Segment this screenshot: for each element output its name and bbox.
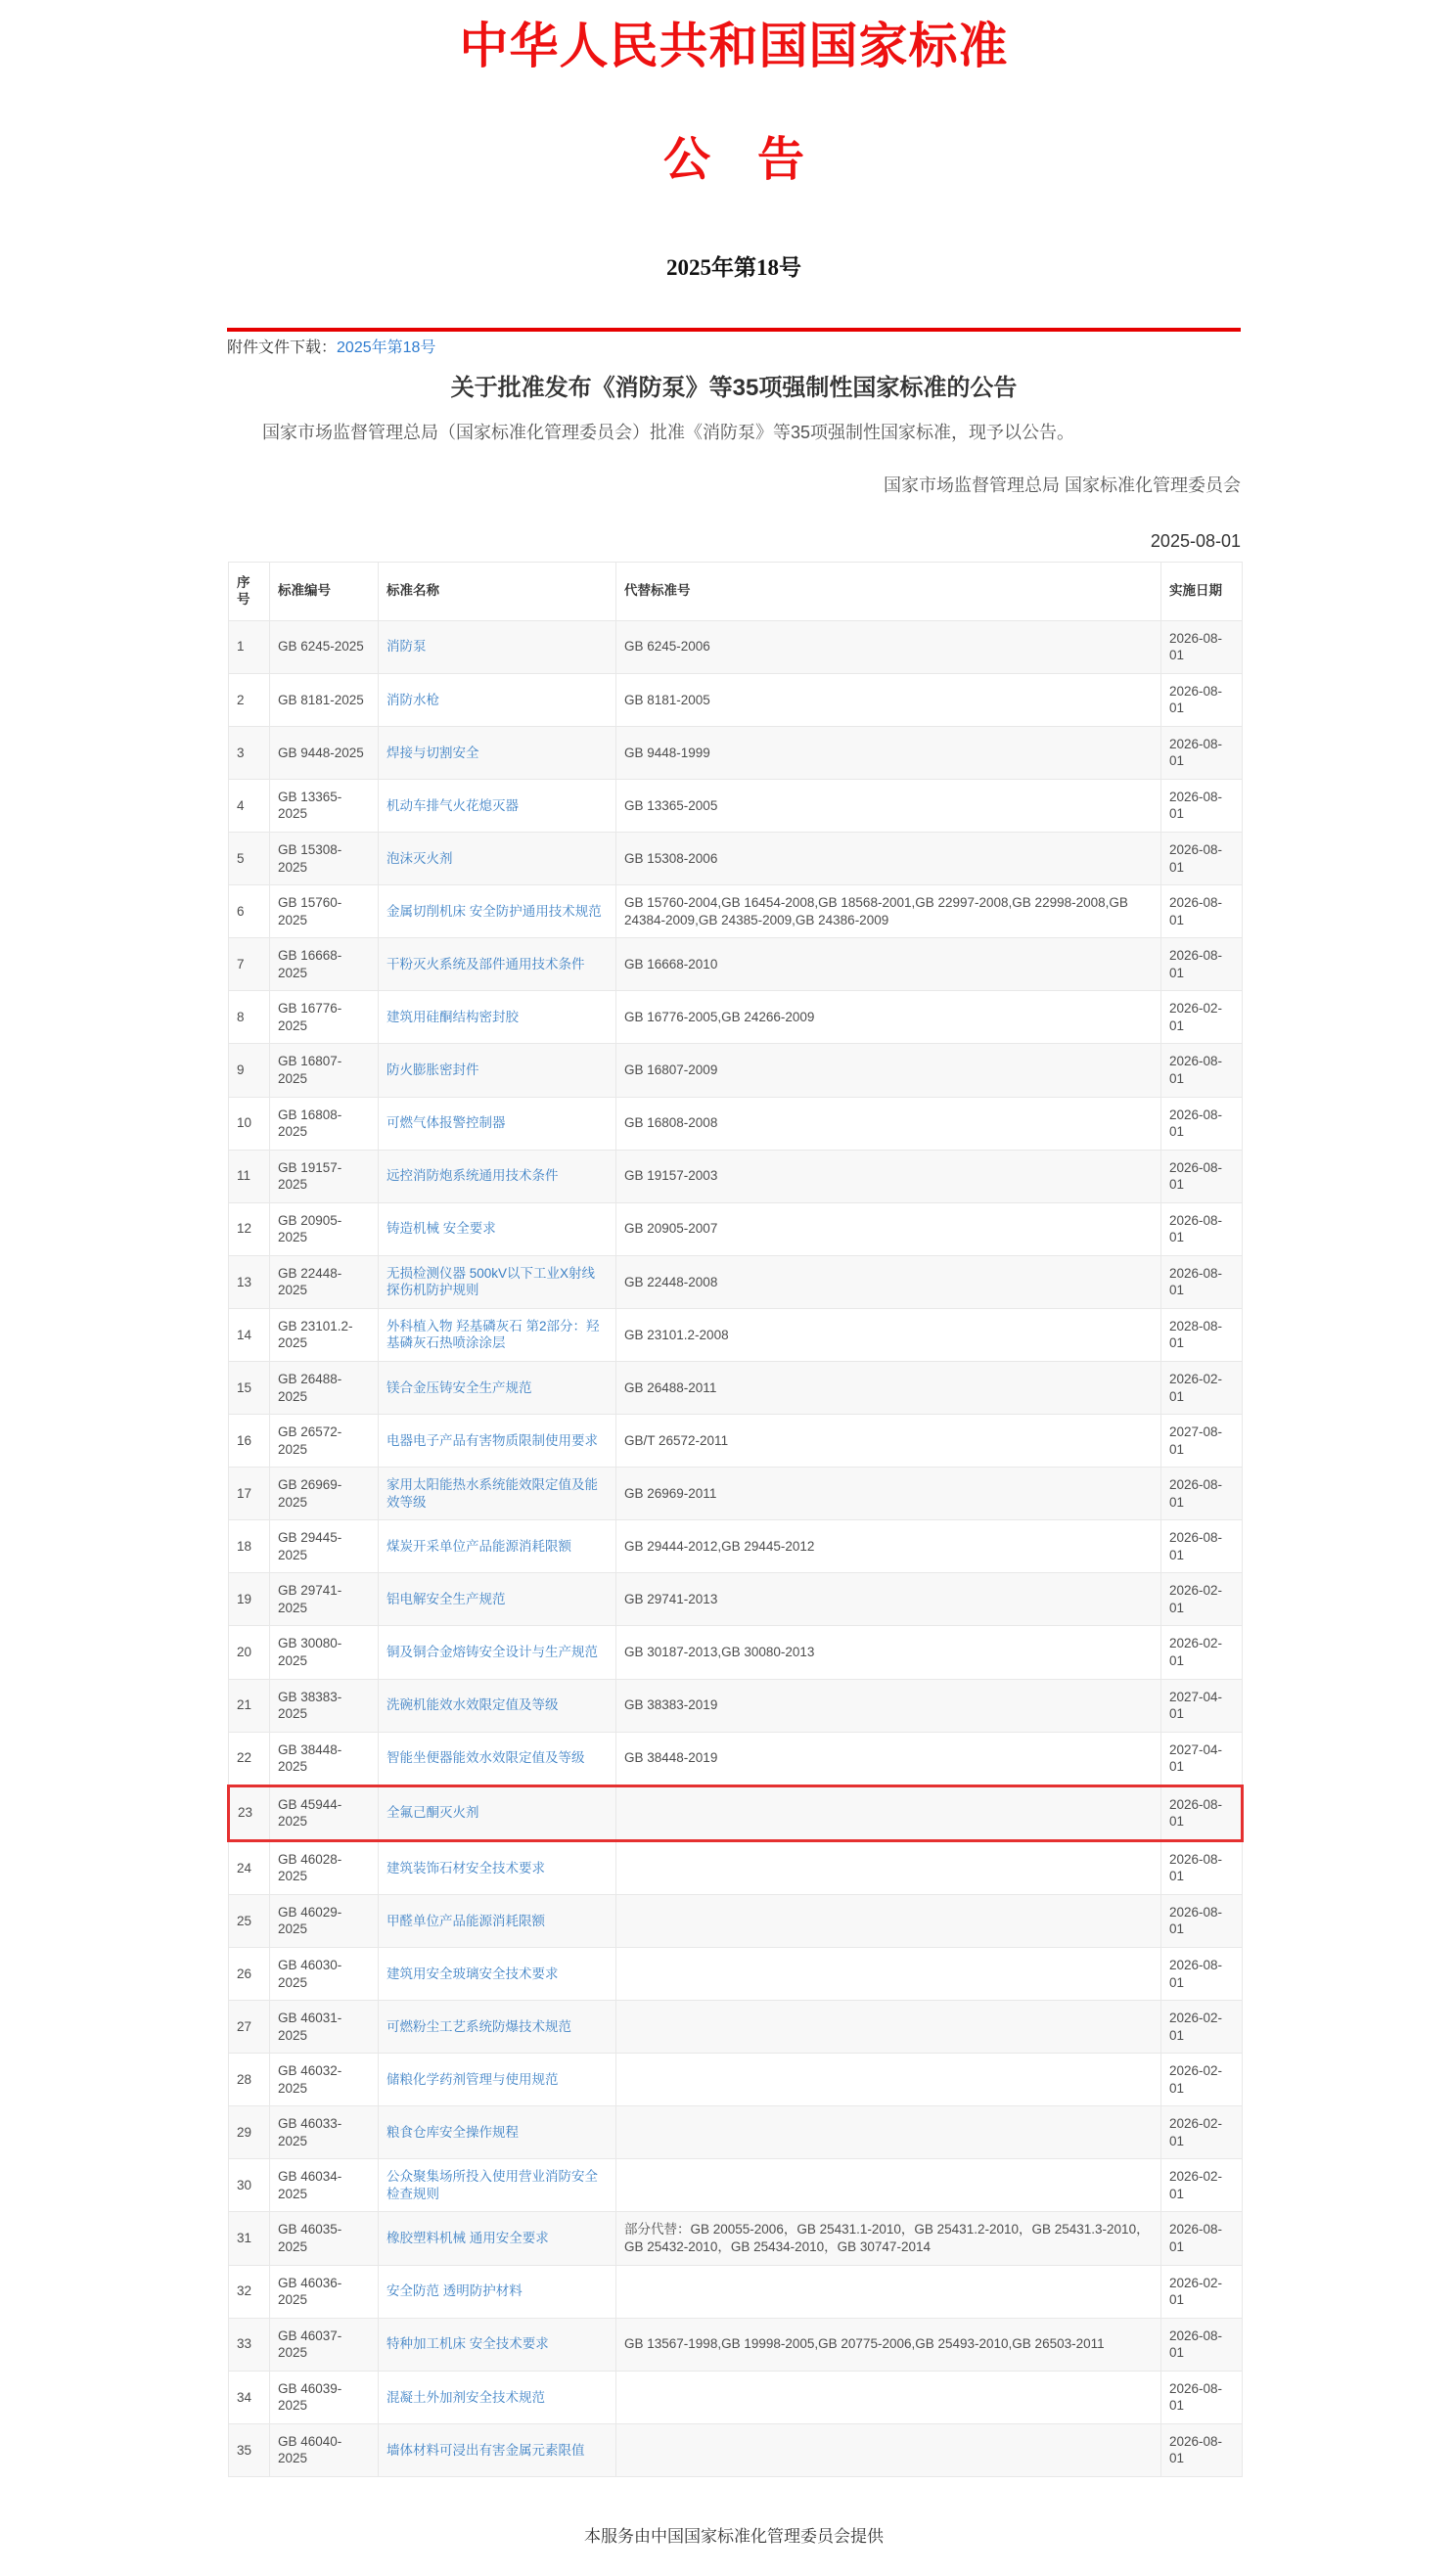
table-row: 28 GB 46032-2025 储粮化学药剂管理与使用规范 2026-02-01 xyxy=(229,2054,1243,2106)
table-row: 4 GB 13365-2025 机动车排气火花熄灭器 GB 13365-2005 2026-08-01 xyxy=(229,779,1243,832)
publish-date: 2025-08-01 xyxy=(1150,531,1241,552)
table-row: 17 GB 26969-2025 家用太阳能热水系统能效限定值及能效等级 GB 26969-2011 2026-08-01 xyxy=(229,1468,1243,1520)
standard-name-link[interactable]: 铜及铜合金熔铸安全设计与生产规范 xyxy=(386,1645,598,1660)
table-row: 6 GB 15760-2025 金属切削机床 安全防护通用技术规范 GB 15760-2004,GB 16454-2008,GB 18568-2001,GB 22997-2008,GB 22998-2008,GB 24384-2009,GB 24385-2009,GB 24386-2009 2026-08-01 xyxy=(229,885,1243,938)
table-row: 2 GB 8181-2025 消防水枪 GB 8181-2005 2026-08-01 xyxy=(229,673,1243,726)
standard-name-link[interactable]: 铸造机械 安全要求 xyxy=(386,1221,496,1237)
table-row: 18 GB 29445-2025 煤炭开采单位产品能源消耗限额 GB 29444-2012,GB 29445-2012 2026-08-01 xyxy=(229,1520,1243,1573)
standard-name-link[interactable]: 消防泵 xyxy=(386,639,427,655)
table-row: 26 GB 46030-2025 建筑用安全玻璃安全技术要求 2026-08-01 xyxy=(229,1948,1243,2001)
standard-name-link[interactable]: 建筑用安全玻璃安全技术要求 xyxy=(386,1966,559,1981)
standard-name-link[interactable]: 外科植入物 羟基磷灰石 第2部分：羟基磷灰石热喷涂涂层 xyxy=(386,1318,600,1351)
standard-name-link[interactable]: 无损检测仪器 500kV以下工业X射线探伤机防护规则 xyxy=(386,1265,596,1298)
header-date: 实施日期 xyxy=(1161,562,1243,620)
standard-name-link[interactable]: 镁合金压铸安全生产规范 xyxy=(386,1379,532,1395)
table-row: 5 GB 15308-2025 泡沫灭火剂 GB 15308-2006 2026-08-01 xyxy=(229,833,1243,885)
table-row: 3 GB 9448-2025 焊接与切割安全 GB 9448-1999 2026-08-01 xyxy=(229,726,1243,779)
page-title: 中华人民共和国国家标准 xyxy=(459,19,1009,73)
standard-name-link[interactable]: 安全防范 透明防护材料 xyxy=(386,2283,523,2299)
table-row: 7 GB 16668-2025 干粉灭火系统及部件通用技术条件 GB 16668-2010 2026-08-01 xyxy=(229,938,1243,991)
standard-name-link[interactable]: 煤炭开采单位产品能源消耗限额 xyxy=(386,1539,571,1555)
attachment-label: 附件文件下载： xyxy=(227,339,338,356)
table-row: 8 GB 16776-2025 建筑用硅酮结构密封胶 GB 16776-2005,GB 24266-2009 2026-02-01 xyxy=(229,991,1243,1044)
standard-name-link[interactable]: 泡沫灭火剂 xyxy=(386,850,453,866)
table-row: 20 GB 30080-2025 铜及铜合金熔铸安全设计与生产规范 GB 30187-2013,GB 30080-2013 2026-02-01 xyxy=(229,1626,1243,1679)
announcement-heading: 关于批准发布《消防泵》等35项强制性国家标准的公告 xyxy=(450,374,1018,401)
table-row: 19 GB 29741-2025 铝电解安全生产规范 GB 29741-2013 2026-02-01 xyxy=(229,1573,1243,1626)
header-replaced: 代替标准号 xyxy=(616,562,1161,620)
standard-name-link[interactable]: 粮食仓库安全操作规程 xyxy=(386,2125,519,2141)
standard-name-link[interactable]: 建筑装饰石材安全技术要求 xyxy=(386,1860,545,1876)
standard-name-link[interactable]: 储粮化学药剂管理与使用规范 xyxy=(386,2071,559,2087)
standard-name-link[interactable]: 电器电子产品有害物质限制使用要求 xyxy=(386,1432,598,1448)
table-row: 10 GB 16808-2025 可燃气体报警控制器 GB 16808-2008 2026-08-01 xyxy=(229,1097,1243,1150)
table-row: 34 GB 46039-2025 混凝土外加剂安全技术规范 2026-08-01 xyxy=(229,2371,1243,2423)
issue-number: 2025年第18号 xyxy=(666,255,801,280)
standard-name-link[interactable]: 家用太阳能热水系统能效限定值及能效等级 xyxy=(386,1477,598,1510)
standard-name-link[interactable]: 可燃气体报警控制器 xyxy=(386,1115,506,1131)
standard-name-link[interactable]: 甲醛单位产品能源消耗限额 xyxy=(386,1913,545,1928)
announcement-body: 国家市场监督管理总局（国家标准化管理委员会）批准《消防泵》等35项强制性国家标准，现予以公告。 xyxy=(262,422,1075,442)
table-row: 29 GB 46033-2025 粮食仓库安全操作规程 2026-02-01 xyxy=(229,2106,1243,2159)
table-row: 30 GB 46034-2025 公众聚集场所投入使用营业消防安全检查规则 2026-02-01 xyxy=(229,2159,1243,2212)
header-code: 标准编号 xyxy=(270,562,379,620)
table-row: 22 GB 38448-2025 智能坐便器能效水效限定值及等级 GB 38448-2019 2027-04-01 xyxy=(229,1732,1243,1785)
header-name: 标准名称 xyxy=(379,562,616,620)
standard-name-link[interactable]: 防火膨胀密封件 xyxy=(386,1062,479,1078)
standards-table xyxy=(227,562,1244,2477)
standard-name-link[interactable]: 消防水枪 xyxy=(386,692,439,707)
table-row: 12 GB 20905-2025 铸造机械 安全要求 GB 20905-2007 2026-08-01 xyxy=(229,1202,1243,1255)
standard-name-link[interactable]: 金属切削机床 安全防护通用技术规范 xyxy=(386,903,602,919)
attachment-row xyxy=(227,339,1241,359)
standard-name-link[interactable]: 建筑用硅酮结构密封胶 xyxy=(386,1010,519,1025)
standard-name-link[interactable]: 混凝土外加剂安全技术规范 xyxy=(386,2389,545,2405)
table-row: 14 GB 23101.2-2025 外科植入物 羟基磷灰石 第2部分：羟基磷灰石热喷涂涂层 GB 23101.2-2008 2028-08-01 xyxy=(229,1308,1243,1361)
table-row: 23 GB 45944-2025 全氟己酮灭火剂 2026-08-01 xyxy=(229,1785,1243,1840)
table-row: 25 GB 46029-2025 甲醛单位产品能源消耗限额 2026-08-01 xyxy=(229,1894,1243,1947)
table-row: 31 GB 46035-2025 橡胶塑料机械 通用安全要求 部分代替：GB 20055-2006，GB 25431.1-2010，GB 25431.2-2010，GB 25431.3-2010，GB 25432-2010，GB 25434-2010，GB 30747-2014 2026-08-01 xyxy=(229,2212,1243,2265)
table-row: 27 GB 46031-2025 可燃粉尘工艺系统防爆技术规范 2026-02-01 xyxy=(229,2001,1243,2054)
standards-table-header xyxy=(229,562,1243,620)
table-row: 24 GB 46028-2025 建筑装饰石材安全技术要求 2026-08-01 xyxy=(229,1840,1243,1894)
table-row: 35 GB 46040-2025 墙体材料可浸出有害金属元素限值 2026-08-01 xyxy=(229,2423,1243,2476)
header-seq: 序号 xyxy=(229,562,270,620)
standard-name-link[interactable]: 远控消防炮系统通用技术条件 xyxy=(386,1168,559,1184)
standard-name-link[interactable]: 可燃粉尘工艺系统防爆技术规范 xyxy=(386,2018,571,2034)
standard-name-link[interactable]: 干粉灭火系统及部件通用技术条件 xyxy=(386,956,585,972)
standard-name-link[interactable]: 墙体材料可浸出有害金属元素限值 xyxy=(386,2442,585,2458)
table-row: 15 GB 26488-2025 镁合金压铸安全生产规范 GB 26488-2011 2026-02-01 xyxy=(229,1361,1243,1414)
standard-name-link[interactable]: 全氟己酮灭火剂 xyxy=(386,1805,479,1821)
announcement-signature: 国家市场监督管理总局 国家标准化管理委员会 xyxy=(884,475,1241,495)
table-row: 9 GB 16807-2025 防火膨胀密封件 GB 16807-2009 2026-08-01 xyxy=(229,1044,1243,1097)
standard-name-link[interactable]: 公众聚集场所投入使用营业消防安全检查规则 xyxy=(386,2169,598,2201)
red-divider xyxy=(227,328,1241,332)
standard-name-link[interactable]: 焊接与切割安全 xyxy=(386,745,479,760)
standard-name-link[interactable]: 洗碗机能效水效限定值及等级 xyxy=(386,1697,559,1713)
standard-name-link[interactable]: 特种加工机床 安全技术要求 xyxy=(386,2336,549,2352)
standard-name-link[interactable]: 铝电解安全生产规范 xyxy=(386,1592,506,1607)
table-row: 33 GB 46037-2025 特种加工机床 安全技术要求 GB 13567-1998,GB 19998-2005,GB 20775-2006,GB 25493-2010,GB 26503-2011 2026-08-01 xyxy=(229,2318,1243,2371)
footer-text: 本服务由中国国家标准化管理委员会提供 xyxy=(584,2526,884,2546)
standard-name-link[interactable]: 橡胶塑料机械 通用安全要求 xyxy=(386,2231,549,2246)
table-row: 13 GB 22448-2025 无损检测仪器 500kV以下工业X射线探伤机防护规则 GB 22448-2008 2026-08-01 xyxy=(229,1255,1243,1308)
table-row: 21 GB 38383-2025 洗碗机能效水效限定值及等级 GB 38383-2019 2027-04-01 xyxy=(229,1679,1243,1732)
table-row: 11 GB 19157-2025 远控消防炮系统通用技术条件 GB 19157-2003 2026-08-01 xyxy=(229,1150,1243,1202)
standard-name-link[interactable]: 智能坐便器能效水效限定值及等级 xyxy=(386,1750,585,1766)
standard-name-link[interactable]: 机动车排气火花熄灭器 xyxy=(386,797,519,813)
announcement-subtitle: 公 告 xyxy=(662,134,804,186)
standards-table-body xyxy=(229,620,1243,2476)
table-row: 16 GB 26572-2025 电器电子产品有害物质限制使用要求 GB/T 26572-2011 2027-08-01 xyxy=(229,1415,1243,1468)
table-row: 32 GB 46036-2025 安全防范 透明防护材料 2026-02-01 xyxy=(229,2265,1243,2318)
page-content xyxy=(227,0,1241,2576)
table-row: 1 GB 6245-2025 消防泵 GB 6245-2006 2026-08-01 xyxy=(229,620,1243,673)
attachment-link[interactable]: 2025年第18号 xyxy=(337,339,436,356)
